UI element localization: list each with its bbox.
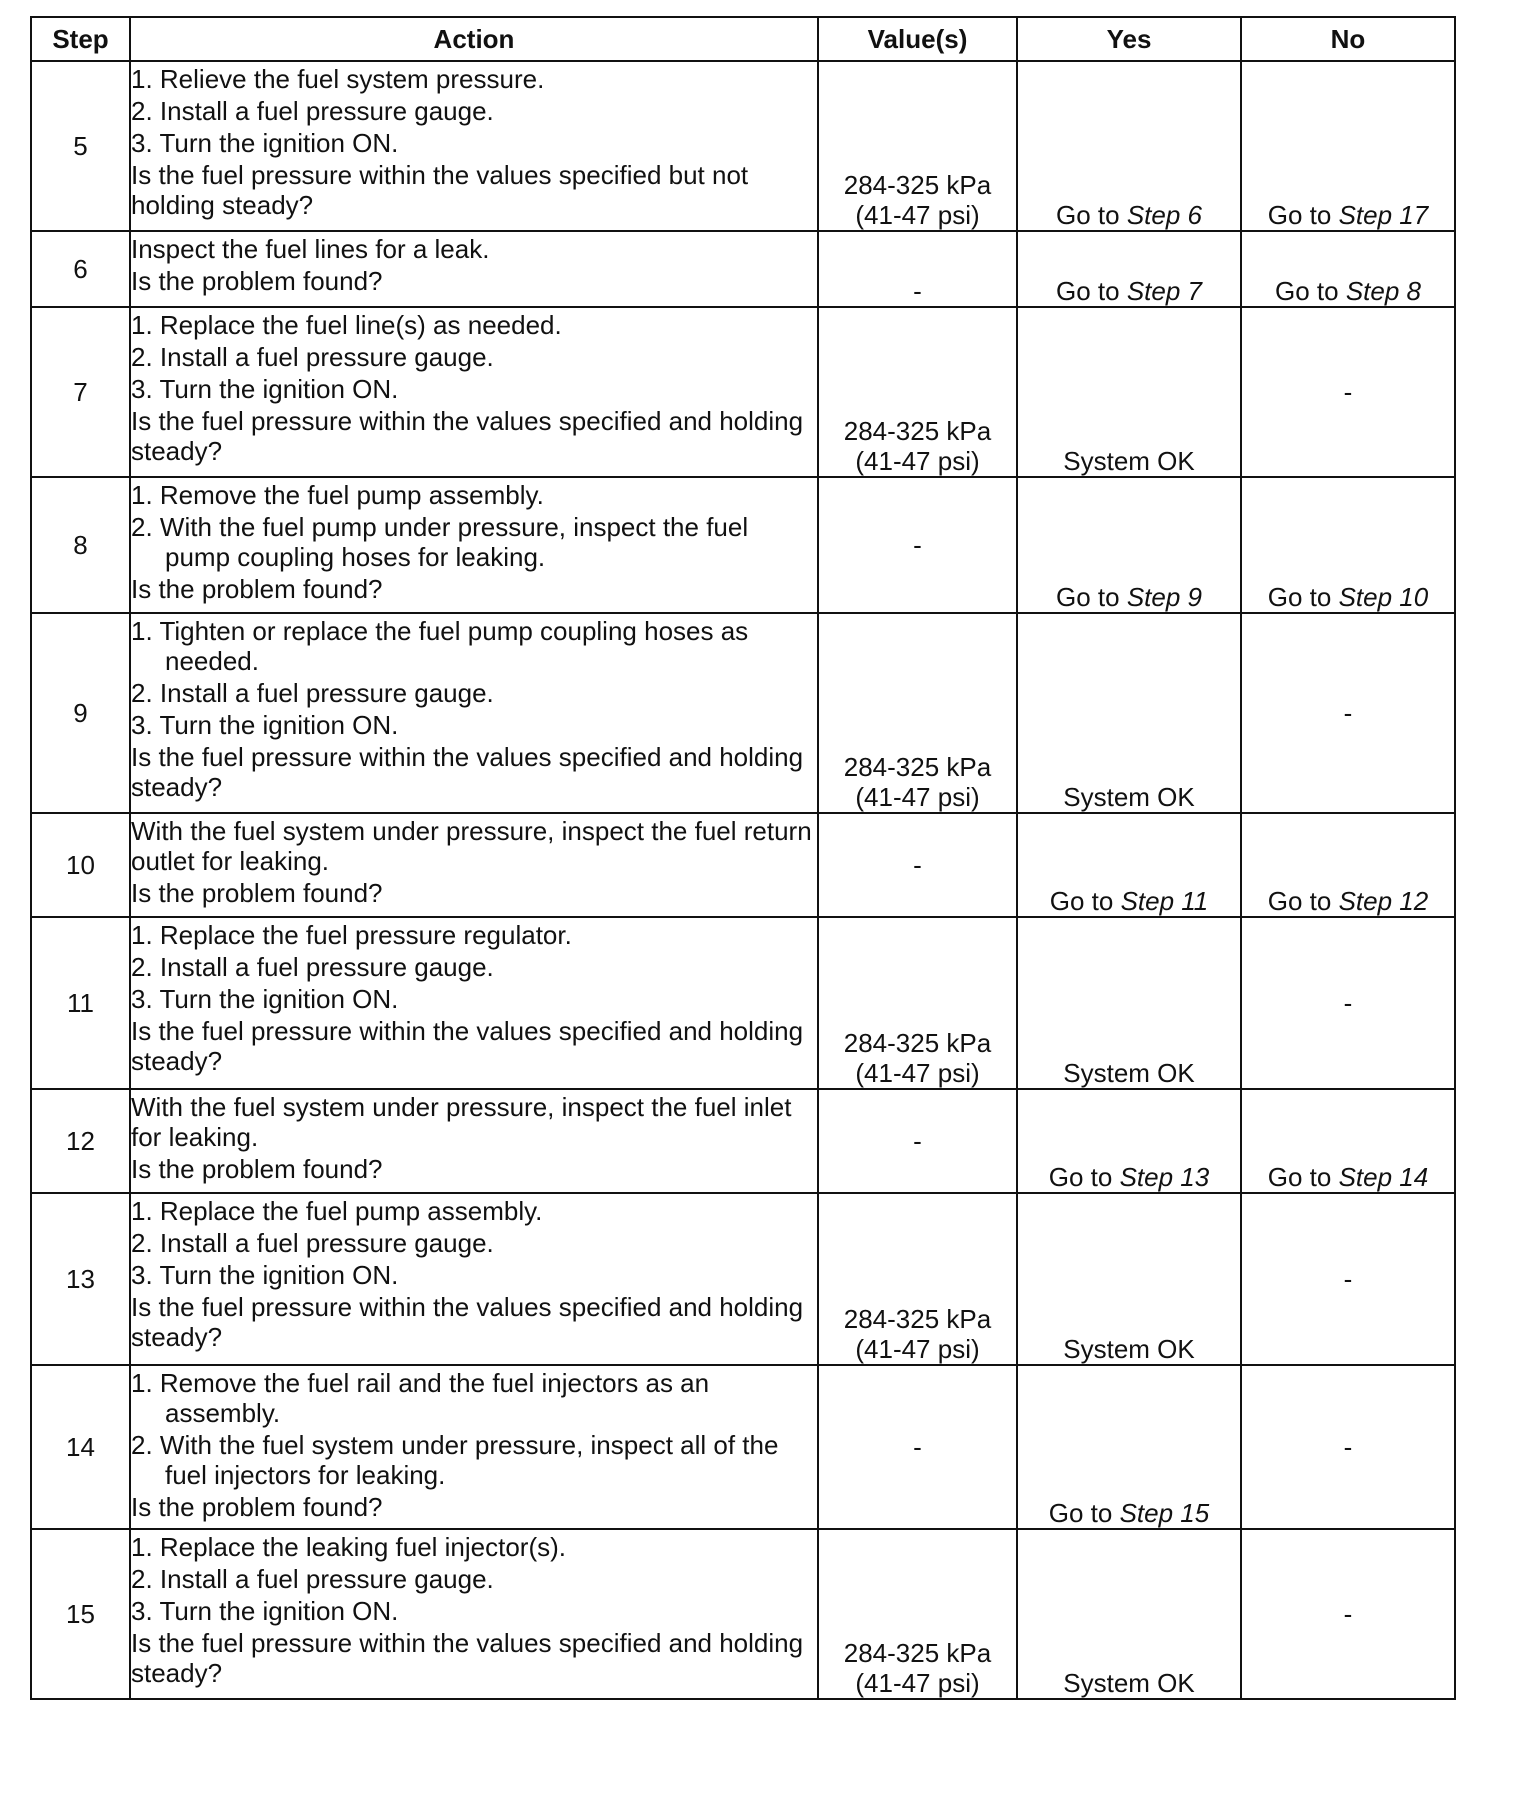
action-cell (130, 61, 818, 231)
yes-cell (1017, 1365, 1241, 1529)
yes-cell (1017, 1193, 1241, 1365)
no-cell (1241, 477, 1455, 613)
value-kpa: 284-325 kPa (843, 1304, 992, 1334)
goto-prefix: Go to (1049, 886, 1114, 916)
action-item: 1. Replace the leaking fuel injector(s). (131, 1532, 567, 1562)
no-cell (1241, 231, 1455, 307)
action-cell (130, 1529, 818, 1699)
goto-prefix: Go to (1267, 1162, 1332, 1192)
goto-prefix: Go to (1267, 886, 1332, 916)
action-item: 2. With the fuel system under pressure, inspect all of the fuel injectors for leaking. (131, 1430, 779, 1490)
table-row (31, 1365, 1455, 1529)
system-ok-text: System OK (1063, 446, 1195, 476)
action-cell (130, 1365, 818, 1529)
action-question: Is the problem found? (131, 1492, 383, 1522)
value-cell (818, 231, 1017, 307)
action-question: Is the problem found? (131, 1154, 383, 1184)
value-psi: (41-47 psi) (855, 1668, 980, 1698)
no-cell (1241, 61, 1455, 231)
action-item: 2. Install a fuel pressure gauge. (131, 1564, 494, 1594)
action-item: 2. Install a fuel pressure gauge. (131, 1228, 494, 1258)
yes-goto-link[interactable] (1056, 200, 1202, 230)
value-kpa: 284-325 kPa (843, 1638, 992, 1668)
yes-cell (1017, 61, 1241, 231)
table-row (31, 61, 1455, 231)
step-number: 5 (31, 61, 130, 231)
no-cell (1241, 1193, 1455, 1365)
value-dash: - (913, 1432, 922, 1462)
value-psi: (41-47 psi) (855, 1334, 980, 1364)
step-number: 13 (31, 1193, 130, 1365)
yes-cell (1017, 477, 1241, 613)
yes-cell (1017, 1089, 1241, 1193)
header-values: Value(s) (818, 17, 1017, 61)
action-instruction: Inspect the fuel lines for a leak. (131, 234, 490, 264)
yes-goto-link[interactable] (1049, 1498, 1209, 1528)
action-cell (130, 813, 818, 917)
value-cell (818, 613, 1017, 813)
action-item: 3. Turn the ignition ON. (131, 1596, 399, 1626)
action-instruction: With the fuel system under pressure, inspect the fuel return outlet for leaking. (131, 816, 812, 876)
header-step: Step (31, 17, 130, 61)
yes-goto-link[interactable] (1056, 276, 1202, 306)
no-cell (1241, 613, 1455, 813)
system-ok-text: System OK (1063, 1058, 1195, 1088)
system-ok-text: System OK (1063, 1668, 1195, 1698)
goto-prefix: Go to (1275, 276, 1339, 306)
no-dash: - (1343, 698, 1353, 728)
no-cell (1241, 917, 1455, 1089)
no-goto-link[interactable] (1268, 1162, 1428, 1192)
goto-prefix: Go to (1267, 200, 1332, 230)
yes-cell (1017, 813, 1241, 917)
action-question: Is the problem found? (131, 266, 383, 296)
system-ok-text: System OK (1063, 1334, 1195, 1364)
value-psi: (41-47 psi) (855, 1058, 980, 1088)
diagnostic-table (30, 16, 1456, 1700)
goto-step-target: Step 6 (1126, 200, 1202, 230)
table-body (31, 61, 1455, 1699)
no-cell (1241, 1089, 1455, 1193)
action-question: Is the problem found? (131, 574, 383, 604)
no-dash: - (1343, 988, 1353, 1018)
value-psi: (41-47 psi) (855, 446, 980, 476)
action-item: 2. Install a fuel pressure gauge. (131, 678, 494, 708)
goto-prefix: Go to (1048, 1162, 1113, 1192)
action-item: 3. Turn the ignition ON. (131, 984, 399, 1014)
no-goto-link[interactable] (1275, 276, 1421, 306)
step-number: 14 (31, 1365, 130, 1529)
goto-prefix: Go to (1048, 1498, 1113, 1528)
step-number: 15 (31, 1529, 130, 1699)
goto-step-target: Step 7 (1126, 276, 1202, 306)
step-number: 9 (31, 613, 130, 813)
action-question: Is the fuel pressure within the values specified and holding steady? (131, 406, 804, 466)
system-ok-text: System OK (1063, 782, 1195, 812)
goto-prefix: Go to (1056, 276, 1120, 306)
value-dash: - (913, 850, 922, 880)
step-number: 11 (31, 917, 130, 1089)
table-row (31, 1089, 1455, 1193)
no-cell (1241, 813, 1455, 917)
value-psi: (41-47 psi) (855, 782, 980, 812)
no-dash: - (1343, 1599, 1353, 1629)
goto-step-target: Step 15 (1119, 1498, 1210, 1528)
action-item: 1. Remove the fuel rail and the fuel injectors as an assembly. (131, 1368, 710, 1428)
value-dash: - (913, 276, 922, 306)
value-cell (818, 1365, 1017, 1529)
action-question: Is the fuel pressure within the values specified and holding steady? (131, 1016, 804, 1076)
action-item: 1. Remove the fuel pump assembly. (131, 480, 544, 510)
no-goto-link[interactable] (1268, 582, 1428, 612)
action-cell (130, 307, 818, 477)
value-cell (818, 1193, 1017, 1365)
action-instruction: With the fuel system under pressure, inspect the fuel inlet for leaking. (131, 1092, 792, 1152)
action-item: 1. Tighten or replace the fuel pump coupling hoses as needed. (131, 616, 749, 676)
yes-goto-link[interactable] (1049, 1162, 1209, 1192)
yes-cell (1017, 613, 1241, 813)
goto-step-target: Step 10 (1338, 582, 1429, 612)
action-question: Is the fuel pressure within the values specified but not holding steady? (131, 160, 749, 220)
no-dash: - (1343, 1432, 1353, 1462)
goto-prefix: Go to (1056, 582, 1120, 612)
action-question: Is the fuel pressure within the values specified and holding steady? (131, 1292, 804, 1352)
no-cell (1241, 1529, 1455, 1699)
value-dash: - (913, 530, 922, 560)
table-row (31, 1193, 1455, 1365)
goto-prefix: Go to (1267, 582, 1332, 612)
value-cell (818, 1529, 1017, 1699)
action-question: Is the problem found? (131, 878, 383, 908)
goto-step-target: Step 14 (1338, 1162, 1429, 1192)
action-cell (130, 231, 818, 307)
value-kpa: 284-325 kPa (843, 1028, 992, 1058)
no-dash: - (1343, 1264, 1353, 1294)
goto-step-target: Step 12 (1338, 886, 1429, 916)
table-row (31, 1529, 1455, 1699)
action-item: 1. Relieve the fuel system pressure. (131, 64, 545, 94)
value-kpa: 284-325 kPa (843, 170, 992, 200)
action-item: 2. With the fuel pump under pressure, inspect the fuel pump coupling hoses for leaking. (131, 512, 749, 572)
step-number: 7 (31, 307, 130, 477)
action-cell (130, 1089, 818, 1193)
value-cell (818, 917, 1017, 1089)
value-dash: - (913, 1126, 922, 1156)
value-cell (818, 477, 1017, 613)
header-yes: Yes (1017, 17, 1241, 61)
step-number: 10 (31, 813, 130, 917)
goto-step-target: Step 8 (1345, 276, 1421, 306)
yes-goto-link[interactable] (1056, 582, 1202, 612)
no-dash: - (1343, 377, 1353, 407)
action-item: 3. Turn the ignition ON. (131, 1260, 399, 1290)
value-psi: (41-47 psi) (855, 200, 980, 230)
no-goto-link[interactable] (1268, 886, 1428, 916)
value-cell (818, 1089, 1017, 1193)
step-number: 8 (31, 477, 130, 613)
table-row (31, 813, 1455, 917)
action-item: 1. Replace the fuel pressure regulator. (131, 920, 572, 950)
goto-step-target: Step 13 (1119, 1162, 1210, 1192)
action-cell (130, 1193, 818, 1365)
action-item: 3. Turn the ignition ON. (131, 710, 399, 740)
step-number: 12 (31, 1089, 130, 1193)
yes-cell (1017, 307, 1241, 477)
no-cell (1241, 1365, 1455, 1529)
action-question: Is the fuel pressure within the values specified and holding steady? (131, 742, 804, 802)
table-row (31, 613, 1455, 813)
goto-step-target: Step 9 (1126, 582, 1202, 612)
no-cell (1241, 307, 1455, 477)
header-row (31, 17, 1455, 61)
table-row (31, 231, 1455, 307)
action-item: 1. Replace the fuel pump assembly. (131, 1196, 543, 1226)
action-cell (130, 917, 818, 1089)
action-item: 1. Replace the fuel line(s) as needed. (131, 310, 562, 340)
header-action: Action (130, 17, 818, 61)
action-item: 2. Install a fuel pressure gauge. (131, 342, 494, 372)
action-item: 3. Turn the ignition ON. (131, 128, 399, 158)
goto-step-target: Step 17 (1338, 200, 1429, 230)
yes-cell (1017, 231, 1241, 307)
table-row (31, 477, 1455, 613)
value-cell (818, 813, 1017, 917)
yes-cell (1017, 917, 1241, 1089)
value-kpa: 284-325 kPa (843, 416, 992, 446)
table-row (31, 307, 1455, 477)
action-item: 2. Install a fuel pressure gauge. (131, 952, 494, 982)
action-question: Is the fuel pressure within the values specified and holding steady? (131, 1628, 804, 1688)
yes-cell (1017, 1529, 1241, 1699)
header-no: No (1241, 17, 1455, 61)
action-cell (130, 477, 818, 613)
goto-prefix: Go to (1056, 200, 1120, 230)
table-row (31, 917, 1455, 1089)
action-item: 3. Turn the ignition ON. (131, 374, 399, 404)
action-cell (130, 613, 818, 813)
action-item: 2. Install a fuel pressure gauge. (131, 96, 494, 126)
value-cell (818, 61, 1017, 231)
step-number: 6 (31, 231, 130, 307)
value-cell (818, 307, 1017, 477)
yes-goto-link[interactable] (1050, 886, 1209, 916)
value-kpa: 284-325 kPa (843, 752, 992, 782)
no-goto-link[interactable] (1268, 200, 1428, 230)
goto-step-target: Step 11 (1120, 886, 1209, 916)
